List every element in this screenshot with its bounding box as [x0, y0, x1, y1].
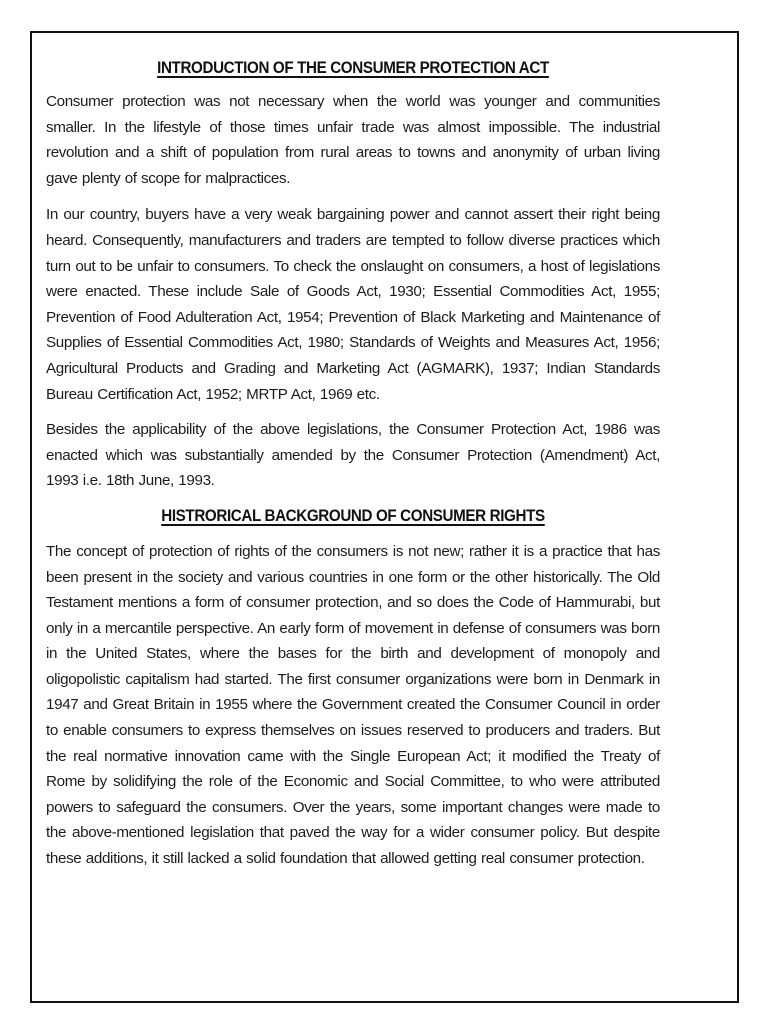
paragraph-intro-2: In our country, buyers have a very weak bargaining power and cannot assert their right being heard. Consequently, manufacturers and traders are tempted to follow diverse practices which turn out to be unfair to consumers. To check the onslaught on consumers, a host of legislations were enacted. These include Sale of Goods Act, 1930; Essential Commodities Act, 1955; Prevention of Food Adulteration Act, 1954; Prevention of Black Marketing and Maintenance of Supplies of Essential Commodities Act, 1980; Standards of Weights and Measures Act, 1956; Agricultural Products and Grading and Marketing Act (AGMARK), 1937; Indian Standards Bureau Certification Act, 1952; MRTP Act, 1969 etc.	[46, 206, 660, 403]
paragraph-intro-3: Besides the applicability of the above legislations, the Consumer Protection Act, 1986 was enacted which was substantially amended by the Consumer Protection (Amendment) Act, 1993 i.e. 18th June, 1993.	[46, 421, 660, 490]
section-heading-introduction: INTRODUCTION OF THE CONSUMER PROTECTION ACT	[157, 59, 549, 77]
section-heading-historical-background: HISTRORICAL BACKGROUND OF CONSUMER RIGHTS	[161, 506, 545, 525]
paragraph-history-1: The concept of protection of rights of the consumers is not new; rather it is a practice that has been present in the society and various countries in one form or the other historically. The Old Testament mentions a form of consumer protection, and so does the Code of Hammurabi, but only in a mercantile perspective. An early form of movement in defense of consumers was born in the United States, where the bases for the birth and development of monopoly and oligopolistic capitalism had started. The first consumer organizations were born in Denmark in 1947 and Great Britain in 1955 where the Government created the Consumer Council in order to enable consumers to express themselves on issues reserved to producers and traders. But the real normative innovation came with the Single European Act; it modified the Treaty of Rome by solidifying the role of the Economic and Social Committee, to who were attributed powers to safeguard the consumers. Over the years, some important changes were made to the above-mentioned legislation that paved the way for a wider consumer policy. But despite these additions, it still lacked a solid foundation that allowed getting real consumer protection.	[46, 542, 660, 868]
document-body	[46, 56, 660, 884]
paragraph-intro-1: Consumer protection was not necessary when the world was younger and communities smaller. In the lifestyle of those times unfair trade was almost impossible. The industrial revolution and a shift of population from rural areas to towns and anonymity of urban living gave plenty of scope for malpractices.	[46, 93, 660, 187]
